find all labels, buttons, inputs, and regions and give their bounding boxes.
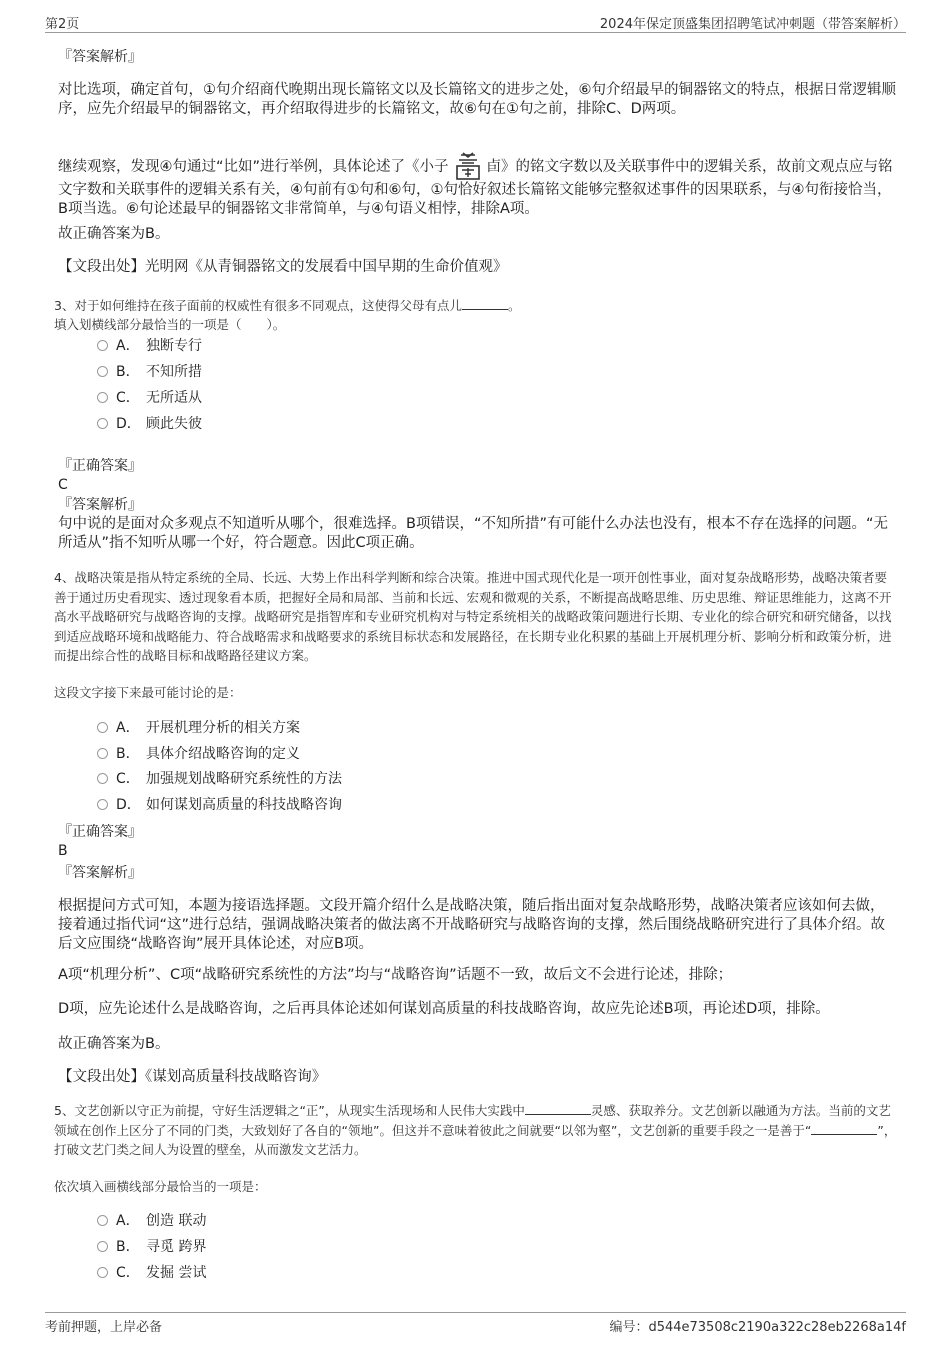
q2-source: 【文段出处】光明网《从青铜器铭文的发展看中国早期的生命价值观》 bbox=[58, 259, 508, 275]
q5-stem bbox=[54, 1101, 899, 1160]
page-number: 第2页 bbox=[45, 17, 80, 32]
q4-source: 【文段出处】《谋划高质量科技战略咨询》 bbox=[58, 1069, 327, 1085]
option-letter: B． bbox=[116, 1239, 140, 1255]
q2-analysis-para2 bbox=[58, 151, 898, 219]
option-letter: C． bbox=[116, 771, 140, 787]
option-letter: D． bbox=[116, 797, 141, 813]
q4-correct-answer: B bbox=[58, 843, 68, 859]
radio-icon[interactable] bbox=[97, 748, 108, 759]
q4-correct-label: 『正确答案』 bbox=[58, 824, 142, 840]
q3-option-c[interactable] bbox=[97, 388, 202, 408]
option-text: 开展机理分析的相关方案 bbox=[146, 720, 300, 736]
q3-analysis-label: 『答案解析』 bbox=[58, 497, 142, 513]
q4-analysis-para3: D项，应先论述什么是战略咨询，之后再具体论述如何谋划高质量的科技战略咨询，故应先论述B项，再论述D项，排除。 bbox=[58, 1001, 830, 1017]
code-value: d544e73508c2190a322c28eb2268a14f bbox=[648, 1320, 906, 1335]
option-letter: B． bbox=[116, 746, 140, 762]
q4-analysis-label: 『答案解析』 bbox=[58, 865, 142, 881]
q4-option-c[interactable] bbox=[97, 769, 342, 789]
q2-conclusion: 故正确答案为B。 bbox=[58, 226, 170, 242]
option-letter: C． bbox=[116, 390, 140, 406]
q2-analysis-para2-end: 卣》的铭文字数以及关联事件中的逻辑关系，故前文观点应与铭文字数和关联事件的逻辑关系有关，④句前有①句和⑥句，①句恰好叙述长篇铭文能够完整叙述事件的因果联系，与④句衔接恰当，B项当选。⑥句论述最早的铜器铭文非常简单，与④句语义相悖，排除A项。 bbox=[58, 159, 893, 217]
q3-option-b[interactable] bbox=[97, 362, 202, 382]
q5-option-a[interactable] bbox=[97, 1211, 206, 1231]
radio-icon[interactable] bbox=[97, 418, 108, 429]
radio-icon[interactable] bbox=[97, 799, 108, 810]
q3-option-d[interactable] bbox=[97, 414, 202, 434]
q2-analysis-label: 『答案解析』 bbox=[58, 49, 142, 65]
radio-icon[interactable] bbox=[97, 1215, 108, 1226]
q5-blank-1 bbox=[525, 1102, 591, 1115]
option-letter: C． bbox=[116, 1265, 140, 1281]
q3-correct-label: 『正确答案』 bbox=[58, 458, 142, 474]
q3-instruction: 填入划横线部分最恰当的一项是（ ）。 bbox=[54, 317, 286, 332]
q5-question: 依次填入画横线部分最恰当的一项是： bbox=[54, 1179, 267, 1194]
q3-option-a[interactable] bbox=[97, 336, 202, 356]
ancient-character-glyph-icon bbox=[451, 151, 485, 181]
q4-analysis-para2: A项“机理分析”、C项“战略研究系统性的方法”均与“战略咨询”话题不一致，故后文不会进行论述，排除； bbox=[58, 967, 733, 983]
option-letter: A． bbox=[116, 1213, 140, 1229]
q4-option-a[interactable] bbox=[97, 718, 300, 738]
q3-stem-text: 3、对于如何维持在孩子面前的权威性有很多不同观点，这使得父母有点儿 bbox=[54, 298, 462, 313]
document-code bbox=[609, 1316, 906, 1335]
q5-stem-part3: ”，打破文艺门类之间人为设置的壁垒，从而激发文艺活力。 bbox=[54, 1122, 897, 1157]
q3-correct-answer: C bbox=[58, 477, 68, 493]
q5-stem-part2: 灵感、获取养分。文艺创新以融通为方法。当前的文艺领域在创作上区分了不同的门类，大致划好了各自的“领地”。但这并不意味着彼此之间就要“以邻为壑”，文艺创新的重要手段之一是善于“ bbox=[54, 1103, 891, 1138]
q3-blank bbox=[462, 297, 508, 310]
q5-stem-part1: 5、文艺创新以守正为前提，守好生活逻辑之“正”，从现实生活现场和人民伟大实践中 bbox=[54, 1103, 525, 1118]
code-label: 编号： bbox=[609, 1320, 649, 1335]
radio-icon[interactable] bbox=[97, 392, 108, 403]
radio-icon[interactable] bbox=[97, 340, 108, 351]
option-text: 如何谋划高质量的科技战略咨询 bbox=[146, 797, 342, 813]
option-text: 不知所措 bbox=[146, 364, 202, 380]
q4-option-b[interactable] bbox=[97, 744, 300, 764]
option-text: 独断专行 bbox=[146, 338, 202, 354]
q5-option-b[interactable] bbox=[97, 1237, 206, 1257]
q2-analysis-para2-start: 继续观察，发现④句通过“比如”进行举例，具体论述了《小子 bbox=[58, 159, 449, 175]
q4-option-d[interactable] bbox=[97, 795, 342, 815]
radio-icon[interactable] bbox=[97, 722, 108, 733]
q5-blank-2 bbox=[811, 1122, 877, 1135]
q4-question: 这段文字接下来最可能讨论的是： bbox=[54, 685, 242, 700]
radio-icon[interactable] bbox=[97, 773, 108, 784]
option-text: 创造 联动 bbox=[146, 1213, 207, 1229]
page-footer bbox=[45, 1312, 906, 1335]
q3-stem-end: 。 bbox=[507, 298, 521, 313]
radio-icon[interactable] bbox=[97, 1241, 108, 1252]
radio-icon[interactable] bbox=[97, 366, 108, 377]
q4-analysis-para1: 根据提问方式可知，本题为接语选择题。文段开篇介绍什么是战略决策，随后指出面对复杂战略形势，战略决策者应该如何去做，接着通过指代词“这”进行总结，强调战略决策者的做法离不开战略研究与战略咨询的支撑，然后围绕战略研究进行了具体介绍。故后文应围绕“战略咨询”展开具体论述，对应B项。 bbox=[58, 898, 886, 952]
radio-icon[interactable] bbox=[97, 1267, 108, 1278]
option-text: 发掘 尝试 bbox=[146, 1265, 207, 1281]
document-title: 2024年保定顶盛集团招聘笔试冲刺题（带答案解析） bbox=[599, 17, 906, 32]
option-letter: A． bbox=[116, 338, 140, 354]
q3-stem bbox=[54, 296, 899, 316]
option-text: 无所适从 bbox=[146, 390, 202, 406]
page-header bbox=[45, 10, 906, 33]
q5-option-c[interactable] bbox=[97, 1263, 206, 1283]
q2-analysis-para1: 对比选项，确定首句，①句介绍商代晚期出现长篇铭文以及长篇铭文的进步之处，⑥句介绍最早的铜器铭文的特点，根据日常逻辑顺序，应先介绍最早的铜器铭文，再介绍取得进步的长篇铭文，故⑥句在①句之前，排除C、D两项。 bbox=[58, 82, 896, 117]
q4-conclusion: 故正确答案为B。 bbox=[58, 1036, 170, 1052]
option-letter: B． bbox=[116, 364, 140, 380]
option-text: 顾此失彼 bbox=[146, 416, 202, 432]
option-letter: D． bbox=[116, 416, 141, 432]
q4-stem: 4、战略决策是指从特定系统的全局、长远、大势上作出科学判断和综合决策。推进中国式现代化是一项开创性事业，面对复杂战略形势，战略决策者要善于通过历史看现实、透过现象看本质，把握好全局和局部、当前和长远、宏观和微观的关系，不断提高战略思维、历史思维、辩证思维能力，这离不开高水平战略研究与战略咨询的支撑。战略研究是指智库和专业研究机构对与特定系统相关的战略政策问题进行长期、专业化的综合研究和研究储备，以找到适应战略环境和战略能力、符合战略需求和战略要求的系统目标状态和发展路径，在长期专业化积累的基础上开展机理分析、影响分析和政策分析，进而提出综合性的战略目标和战略路径建议方案。 bbox=[54, 570, 892, 663]
q3-analysis: 句中说的是面对众多观点不知道听从哪个，很难选择。B项错误，“不知所措”有可能什么办法也没有，根本不存在选择的问题。“无所适从”指不知听从哪一个好，符合题意。因此C项正确。 bbox=[58, 516, 888, 551]
footer-slogan: 考前押题，上岸必备 bbox=[45, 1320, 163, 1335]
option-letter: A． bbox=[116, 720, 140, 736]
option-text: 加强规划战略研究系统性的方法 bbox=[146, 771, 342, 787]
option-text: 具体介绍战略咨询的定义 bbox=[146, 746, 300, 762]
option-text: 寻觅 跨界 bbox=[146, 1239, 207, 1255]
